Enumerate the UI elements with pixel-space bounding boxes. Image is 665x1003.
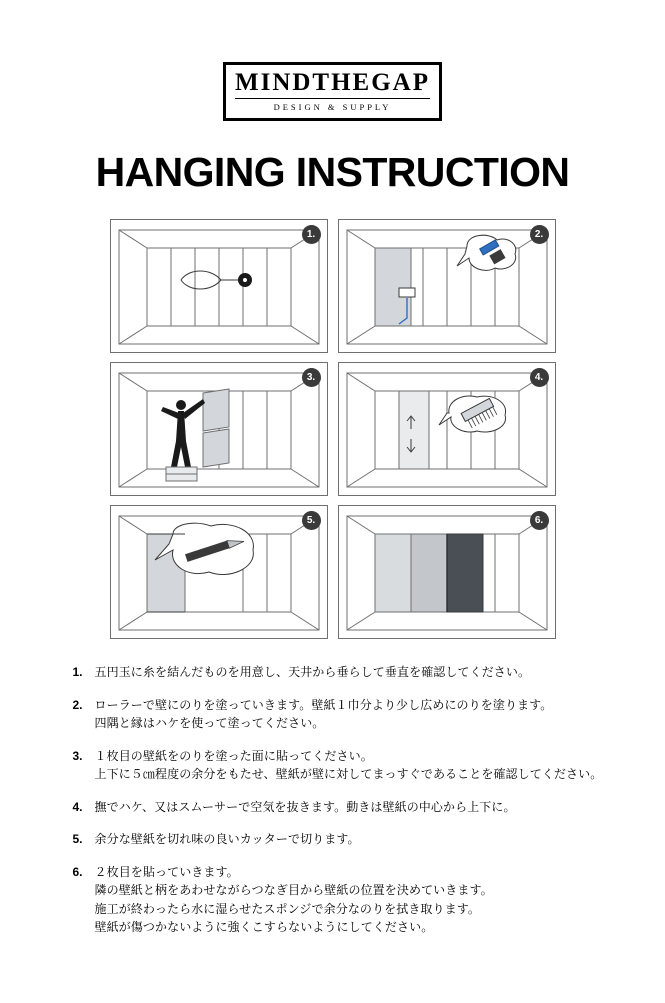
logo-box (223, 62, 442, 121)
step-text (95, 863, 593, 937)
step-line: １枚目の壁紙をのりを塗った面に貼ってください。 (94, 748, 373, 763)
page-title: HANGING INSTRUCTION (95, 149, 570, 195)
step-number: 6. (72, 864, 83, 879)
instruction-steps (72, 663, 603, 937)
step-item (73, 798, 593, 817)
panel-number: 2. (530, 225, 549, 244)
panel-number: 5. (302, 511, 321, 530)
panel-number: 4. (530, 368, 549, 387)
brand-name: MINDTHEGAP (235, 69, 430, 96)
logo-block (0, 62, 665, 121)
panel-5 (110, 505, 328, 639)
panel-4 (338, 362, 556, 496)
step-line: ローラーで壁にのりを塗っていきます。壁紙１巾分より少し広めにのりを塗ります。 (94, 697, 553, 712)
panel-number: 1. (302, 225, 321, 244)
step-item (72, 747, 603, 784)
step-number: 2. (72, 697, 83, 712)
step-line: 四隅と縁はハケを使って塗ってください。 (94, 716, 325, 730)
step-text (95, 696, 593, 733)
panel-number: 3. (302, 368, 321, 387)
step-line: 撫でハケ、又はスムーサーで空気を抜きます。動きは壁紙の中心から上下に。 (94, 799, 516, 814)
step-number: 5. (72, 832, 83, 846)
panel-3 (110, 362, 328, 496)
step-text (95, 663, 593, 682)
panel-6 (338, 505, 556, 639)
panel-3-illustration (111, 363, 327, 495)
instruction-panels (110, 219, 556, 639)
logo-divider (235, 98, 430, 99)
step-text (95, 830, 593, 849)
step-line: 上下に５㎝程度の余分をもたせ、壁紙が壁に対してまっすぐであることを確認してください。 (94, 767, 603, 781)
panel-6-illustration (339, 506, 555, 638)
step-number: 1. (72, 665, 83, 679)
step-line: ２枚目を貼っていきます。 (94, 864, 239, 879)
step-item (73, 830, 593, 849)
panel-1-illustration (111, 220, 327, 352)
step-line: 五円玉に糸を結んだものを用意し、天井から垂らして垂直を確認してください。 (94, 665, 531, 679)
panel-1 (110, 219, 328, 353)
step-number: 4. (72, 799, 83, 814)
step-item (73, 863, 593, 937)
brand-tagline: DESIGN & SUPPLY (273, 102, 392, 112)
step-item (73, 696, 593, 733)
step-number: 3. (72, 748, 83, 763)
step-line: 壁紙が傷つかないように強くこすらないようにしてください。 (94, 920, 434, 934)
panel-2-illustration (339, 220, 555, 352)
panel-5-illustration (111, 506, 327, 638)
step-line: 隣の壁紙と柄をあわせながらつなぎ目から壁紙の位置を決めていきます。 (94, 883, 493, 897)
panel-number: 6. (530, 511, 549, 530)
step-item (73, 663, 593, 682)
step-line: 余分な壁紙を切れ味の良いカッターで切ります。 (94, 832, 360, 846)
step-text (95, 747, 603, 784)
step-text (95, 798, 593, 817)
panel-2 (338, 219, 556, 353)
panel-4-illustration (339, 363, 555, 495)
step-line: 施工が終わったら水に湿らせたスポンジで余分なのりを拭き取ります。 (94, 901, 480, 916)
